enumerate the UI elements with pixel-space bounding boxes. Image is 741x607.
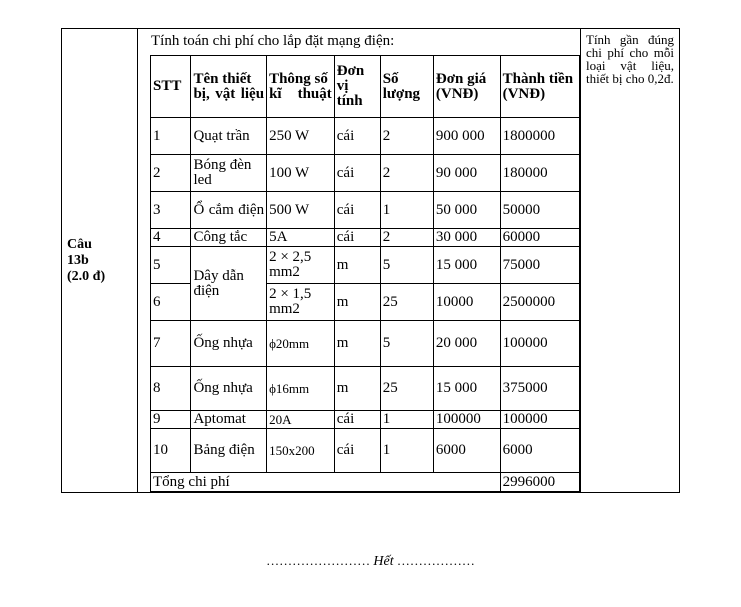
total-row (151, 473, 580, 492)
answer-content (138, 29, 581, 493)
table-row: 6 2 × 1,5 mm2 m 25 10000 2500000 (151, 284, 580, 321)
header-spec: Thông số kĩ thuật (267, 56, 335, 118)
header-qty: Số lượng (380, 56, 433, 118)
header-name: Tên thiết bị, vật liệu (191, 56, 267, 118)
table-row: 5 Dây dẫn điện 2 × 2,5 mm2 m 5 15 000 75000 (151, 247, 580, 284)
header-total: Thành tiền (VNĐ) (500, 56, 579, 118)
cost-table (150, 55, 580, 492)
header-price: Đơn giá (VNĐ) (433, 56, 500, 118)
header-stt: STT (151, 56, 191, 118)
table-row: 2 Bóng đèn led 100 W cái 2 90 000 180000 (151, 155, 580, 192)
table-row: 9 Aptomat 20A cái 1 100000 100000 (151, 411, 580, 429)
end-marker: …………………… Hết ……………… (266, 553, 475, 569)
table-row: 7 Ống nhựa ϕ20mm m 5 20 000 100000 (151, 321, 580, 367)
total-label: Tổng chi phí (151, 473, 501, 492)
table-row: 3 Ổ cắm điện 500 W cái 1 50 000 50000 (151, 192, 580, 229)
question-label: Câu 13b (2.0 đ) (62, 29, 138, 493)
total-value: 2996000 (500, 473, 579, 492)
intro-text: Tính toán chi phí cho lắp đặt mạng điện: (151, 33, 395, 49)
table-row: 8 Ống nhựa ϕ16mm m 25 15 000 375000 (151, 367, 580, 411)
header-unit: Đơn vị tính (334, 56, 380, 118)
table-header-row (151, 56, 580, 118)
table-row: 10 Bảng điện 150x200 cái 1 6000 6000 (151, 429, 580, 473)
table-row: 1 Quạt trần 250 W cái 2 900 000 1800000 (151, 118, 580, 155)
answer-table (61, 28, 680, 493)
grading-note: Tính gần đúng chi phí cho mỗi loại vật liệu, thiết bị cho 0,2đ. (581, 29, 680, 493)
table-row: 4 Công tắc 5A cái 2 30 000 60000 (151, 229, 580, 247)
